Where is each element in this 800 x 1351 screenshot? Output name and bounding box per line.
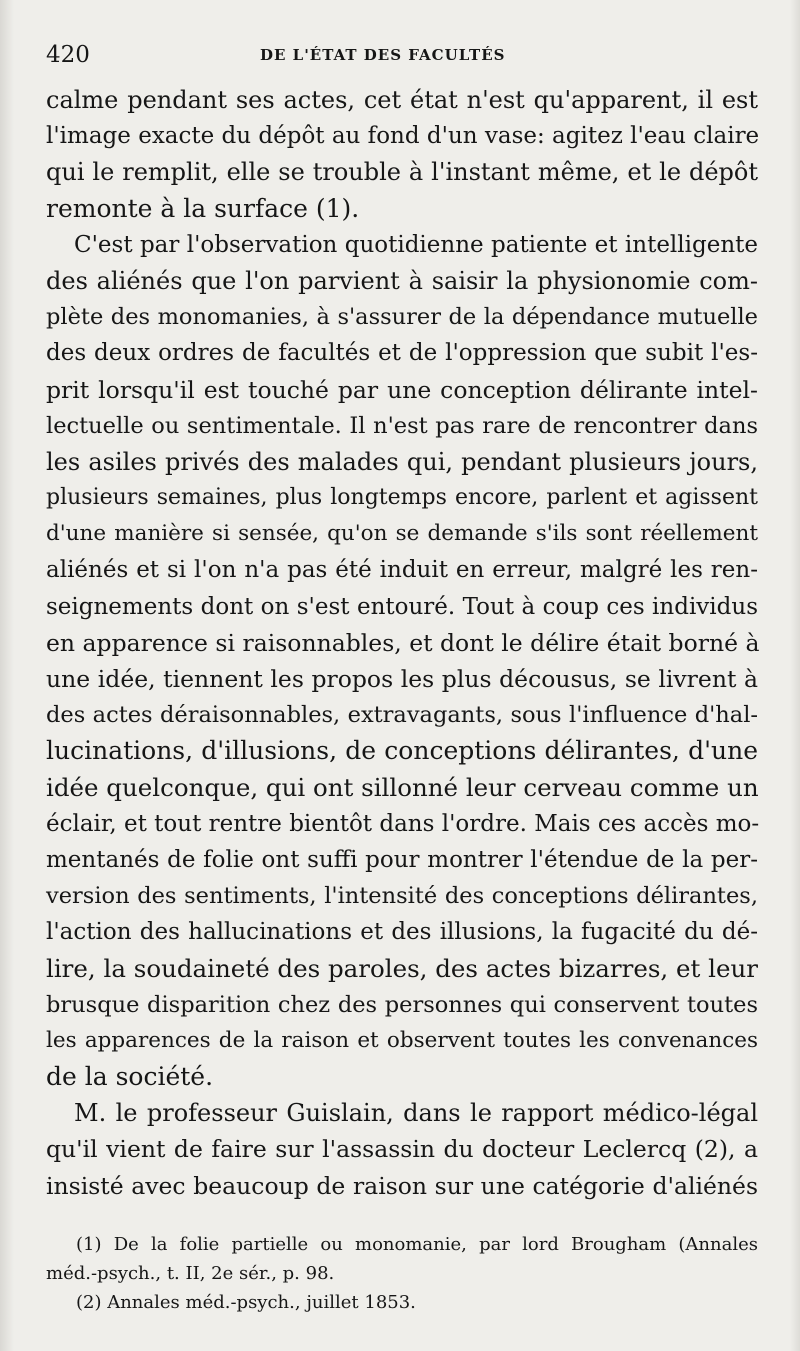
page-number: 420 [46,42,90,68]
running-title: DE L'ÉTAT DES FACULTÉS [260,46,506,64]
text-line: M. le professeur Guislain, dans le rapport médico-légal [74,1099,758,1128]
page-edge-shadow-right [790,0,800,1351]
text-line: qui le remplit, elle se trouble à l'instant même, et le dépôt [46,158,758,187]
text-line: insisté avec beaucoup de raison sur une catégorie d'aliénés [46,1171,758,1200]
footnote-1: (1) De la folie partielle ou monomanie, par lord Brougham (Annales [76,1234,758,1255]
text-line: des actes déraisonnables, extravagants, sous l'influence d'hal- [46,702,758,729]
text-line: prit lorsqu'il est touché par une conception délirante intel- [46,375,758,404]
text-line: une idée, tiennent les propos les plus décousus, se livrent à [46,665,758,693]
text-line: d'une manière si sensée, qu'on se demande s'ils sont réellement [46,521,758,547]
text-line: lire, la soudaineté des paroles, des actes bizarres, et leur [46,953,758,983]
body-text [46,82,758,1204]
text-line: qu'il vient de faire sur l'assassin du docteur Leclercq (2), a [46,1135,758,1164]
text-line: des aliénés que l'on parvient à saisir la physionomie com- [46,266,758,295]
text-line: remonte à la surface (1). [46,193,360,223]
text-line: de la société. [46,1062,214,1092]
text-line: C'est par l'observation quotidienne patiente et intelligente [74,231,758,258]
text-line: calme pendant ses actes, cet état n'est qu'apparent, il est [46,86,758,114]
text-line: mentanés de folie ont suffi pour montrer l'étendue de la per- [46,846,758,873]
text-line: les apparences de la raison et observent toutes les convenances [46,1027,758,1053]
footnote-2: (2) Annales méd.-psych., juillet 1853. [76,1292,416,1313]
page-edge-shadow-left [0,0,14,1351]
text-line: plusieurs semaines, plus longtemps encore, parlent et agissent [46,485,758,511]
footnotes [46,1230,758,1317]
text-line: aliénés et si l'on n'a pas été induit en erreur, malgré les ren- [46,557,758,584]
text-line: des deux ordres de facultés et de l'oppression que subit l'es- [46,340,758,367]
text-line: version des sentiments, l'intensité des conceptions délirantes, [46,883,758,910]
text-line: en apparence si raisonnables, et dont le délire était borné à [46,628,760,657]
text-line: lectuelle ou sentimentale. Il n'est pas rare de rencontrer dans [46,412,758,439]
text-line: lucinations, d'illusions, de conceptions délirantes, d'une [46,736,758,766]
footnote-1-continued: méd.-psych., t. II, 2e sér., p. 98. [46,1263,335,1284]
text-line: seignements dont on s'est entouré. Tout à coup ces individus [46,593,758,620]
text-line: idée quelconque, qui ont sillonné leur cerveau comme un [46,772,759,802]
text-line: l'image exacte du dépôt au fond d'un vase: agitez l'eau claire [46,123,760,150]
text-line: brusque disparition chez des personnes qui conservent toutes [46,991,758,1018]
page-header [46,38,758,72]
text-line: l'action des hallucinations et des illusions, la fugacité du dé- [46,919,758,946]
text-line: les asiles privés des malades qui, pendant plusieurs jours, [46,447,758,476]
text-line: plète des monomanies, à s'assurer de la dépendance mutuelle [46,304,758,331]
text-line: éclair, et tout rentre bientôt dans l'ordre. Mais ces accès mo- [46,810,760,837]
